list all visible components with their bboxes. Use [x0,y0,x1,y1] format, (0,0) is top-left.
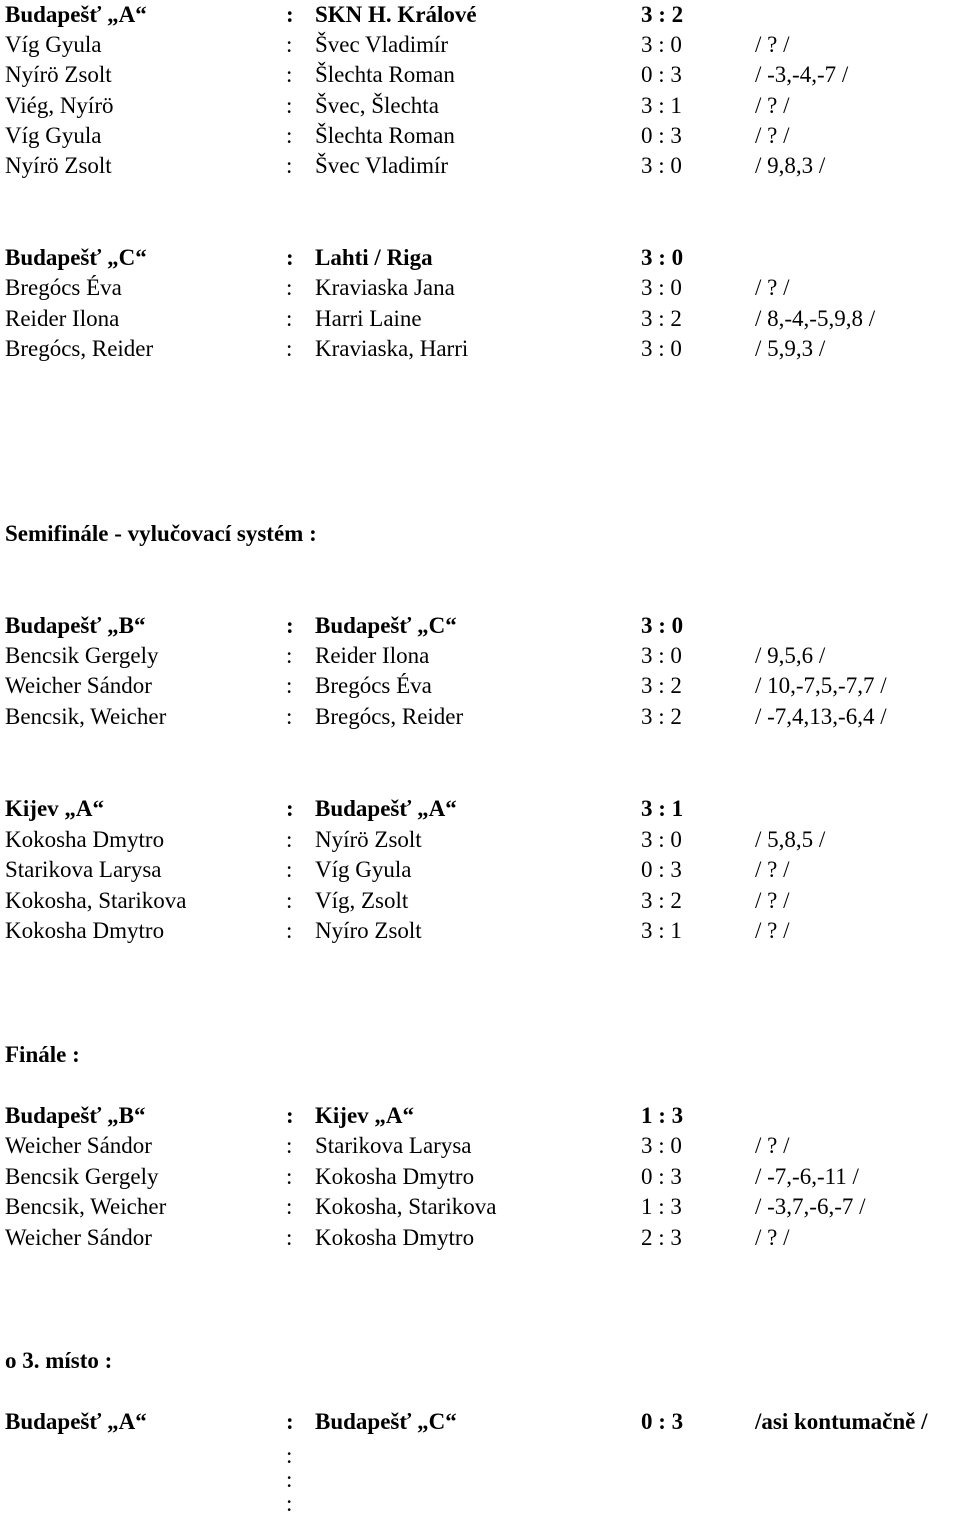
set-scores: / -7,-6,-11 / [755,1164,859,1189]
player-2: Kraviaska Jana [315,275,455,300]
separator: : [286,827,293,852]
match-row [0,702,960,732]
set-scores: / ? / [755,275,790,300]
set-scores: / -3,7,-6,-7 / [755,1194,866,1219]
set-scores: / 8,-4,-5,9,8 / [755,306,876,331]
score: 3 : 1 [641,918,682,943]
separator: : [286,93,293,118]
separator: : [286,1133,293,1158]
match-row [0,1162,960,1192]
player-1: Nyírö Zsolt [5,153,112,178]
player-1: Kijev „A“ [5,796,105,821]
score: 3 : 0 [641,1133,682,1158]
score: 3 : 2 [641,673,682,698]
score: 3 : 0 [641,643,682,668]
player-1: Nyírö Zsolt [5,62,112,87]
match-row [0,1192,960,1222]
player-2: Víg Gyula [315,857,412,882]
separator: : [286,704,293,729]
team-match-row [0,0,960,30]
player-2: Reider Ilona [315,643,430,668]
player-2: Švec Vladimír [315,153,449,178]
player-2: Kraviaska, Harri [315,336,469,361]
match-row [0,91,960,121]
set-scores: / -7,4,13,-6,4 / [755,704,887,729]
player-2: Budapešť „A“ [315,796,457,821]
match-row [0,825,960,855]
player-2: Nyíro Zsolt [315,918,422,943]
set-scores: / ? / [755,123,790,148]
separator: : [286,306,293,331]
player-2: SKN H. Králové [315,2,477,27]
player-1: Weicher Sándor [5,1133,152,1158]
player-2: Kokosha Dmytro [315,1164,475,1189]
separator: : [286,643,293,668]
set-scores: / ? / [755,32,790,57]
separator: : [286,1409,294,1434]
player-1: Kokosha Dmytro [5,827,165,852]
team-match-row [0,243,960,273]
trailing-colon: : [286,1467,293,1492]
separator: : [286,62,293,87]
separator: : [286,918,293,943]
player-1: Reider Ilona [5,306,120,331]
separator: : [286,32,293,57]
player-1: Budapešť „B“ [5,613,146,638]
set-scores: / 9,5,6 / [755,643,826,668]
match-row [0,334,960,364]
set-scores: / ? / [755,1225,790,1250]
player-2: Švec Vladimír [315,32,449,57]
player-1: Bencsik Gergely [5,1164,159,1189]
match-row [0,886,960,916]
match-row [0,151,960,181]
player-2: Šlechta Roman [315,123,455,148]
player-1: Viég, Nyírö [5,93,114,118]
player-1: Starikova Larysa [5,857,162,882]
separator: : [286,673,293,698]
separator: : [286,245,294,270]
set-scores: / ? / [755,857,790,882]
team-match-row [0,1407,960,1437]
trailing-colon: : [286,1491,293,1516]
score: 1 : 3 [641,1194,682,1219]
set-scores: / ? / [755,1133,790,1158]
player-2: Harri Laine [315,306,422,331]
set-scores: / ? / [755,918,790,943]
score: 0 : 3 [641,123,682,148]
score: 3 : 2 [641,306,682,331]
score: 3 : 2 [641,704,682,729]
player-2: Šlechta Roman [315,62,455,87]
score: 3 : 2 [641,888,682,913]
set-scores: / 9,8,3 / [755,153,826,178]
score: 1 : 3 [641,1103,684,1128]
set-scores: / 10,-7,5,-7,7 / [755,673,887,698]
match-row [0,1223,960,1253]
score: 3 : 0 [641,275,682,300]
team-match-row [0,1101,960,1131]
player-2: Kijev „A“ [315,1103,415,1128]
player-1: Bregócs, Reider [5,336,154,361]
match-row [0,60,960,90]
player-2: Víg, Zsolt [315,888,409,913]
separator: : [286,1225,293,1250]
match-row [0,671,960,701]
score: 3 : 1 [641,93,682,118]
section-heading: Finále : [5,1042,80,1067]
player-1: Bencsik Gergely [5,643,159,668]
player-1: Budapešť „A“ [5,2,147,27]
separator: : [286,1103,294,1128]
trailing-colon: : [286,1443,293,1468]
separator: : [286,1164,293,1189]
player-1: Kokosha Dmytro [5,918,165,943]
set-scores: / -3,-4,-7 / [755,62,849,87]
match-row [0,121,960,151]
player-2: Budapešť „C“ [315,1409,457,1434]
score: 0 : 3 [641,1409,684,1434]
set-scores: / 5,8,5 / [755,827,826,852]
score: 3 : 0 [641,153,682,178]
separator: : [286,857,293,882]
player-2: Nyírö Zsolt [315,827,422,852]
set-scores: / 5,9,3 / [755,336,826,361]
team-match-row [0,611,960,641]
separator: : [286,796,294,821]
match-row [0,273,960,303]
set-scores: / ? / [755,93,790,118]
match-row [0,916,960,946]
player-2: Kokosha Dmytro [315,1225,475,1250]
separator: : [286,336,293,361]
match-row [0,30,960,60]
player-2: Bregócs, Reider [315,704,464,729]
score: 3 : 0 [641,827,682,852]
separator: : [286,123,293,148]
match-row [0,1131,960,1161]
score: 0 : 3 [641,62,682,87]
player-2: Starikova Larysa [315,1133,472,1158]
separator: : [286,153,293,178]
player-1: Weicher Sándor [5,1225,152,1250]
match-row [0,855,960,885]
match-row [0,641,960,671]
player-1: Bencsik, Weicher [5,704,167,729]
player-1: Víg Gyula [5,32,102,57]
player-1: Kokosha, Starikova [5,888,187,913]
score: 3 : 2 [641,2,684,27]
score: 3 : 0 [641,613,684,638]
separator: : [286,613,294,638]
separator: : [286,1194,293,1219]
set-scores: / ? / [755,888,790,913]
player-1: Bencsik, Weicher [5,1194,167,1219]
player-2: Budapešť „C“ [315,613,457,638]
player-1: Budapešť „C“ [5,245,147,270]
score: 0 : 3 [641,857,682,882]
score: 0 : 3 [641,1164,682,1189]
score: 3 : 1 [641,796,684,821]
player-2: Bregócs Éva [315,673,432,698]
separator: : [286,888,293,913]
player-1: Bregócs Éva [5,275,122,300]
set-scores: /asi kontumačně / [755,1409,928,1434]
team-match-row [0,794,960,824]
score: 2 : 3 [641,1225,682,1250]
section-heading: Semifinále - vylučovací systém : [5,521,317,546]
separator: : [286,275,293,300]
section-heading: o 3. místo : [5,1348,113,1373]
player-1: Víg Gyula [5,123,102,148]
score: 3 : 0 [641,32,682,57]
player-2: Lahti / Riga [315,245,433,270]
separator: : [286,2,294,27]
score: 3 : 0 [641,245,684,270]
player-2: Kokosha, Starikova [315,1194,497,1219]
player-2: Švec, Šlechta [315,93,439,118]
player-1: Budapešť „A“ [5,1409,147,1434]
score: 3 : 0 [641,336,682,361]
player-1: Weicher Sándor [5,673,152,698]
match-row [0,304,960,334]
player-1: Budapešť „B“ [5,1103,146,1128]
